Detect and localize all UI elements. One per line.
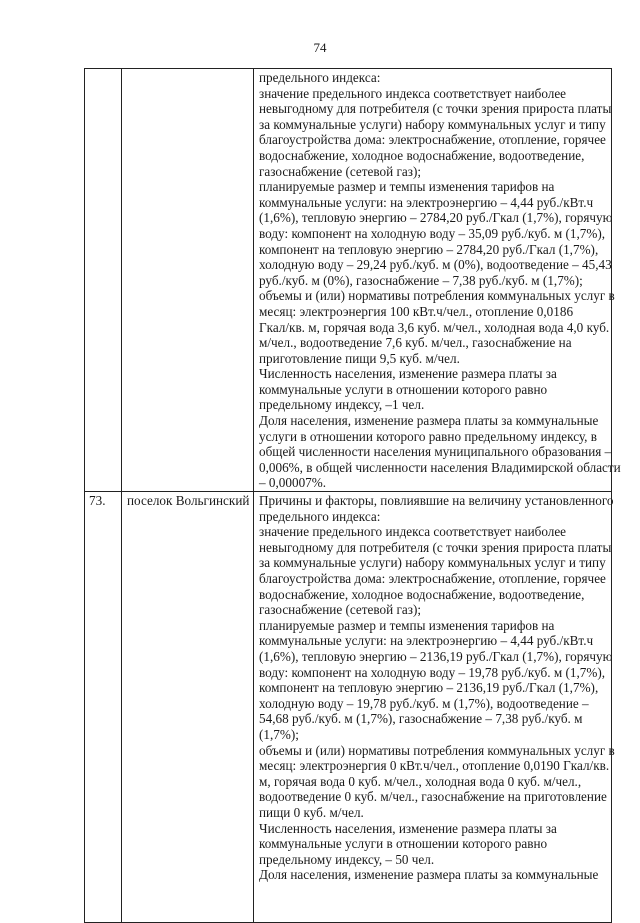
text-line: объемы и (или) нормативы потребления коммунальных услуг в <box>259 742 615 758</box>
text-line: коммунальные услуги в отношении которого равно <box>259 381 548 397</box>
text-line: Численность населения, изменение размера платы за <box>259 366 557 382</box>
text-line: 0,006%, в общей численности населения Владимирской области <box>259 459 621 475</box>
text-line: Доля населения, изменение размера платы за коммунальные <box>259 867 599 883</box>
text-line: планируемые размер и темпы изменения тарифов на <box>259 179 555 195</box>
text-line: (1,7%); <box>259 726 299 742</box>
table-row <box>85 492 612 923</box>
text-line: коммунальные услуги: на электроэнергию – 4,44 руб./кВт.ч <box>259 633 594 649</box>
text-line: месяц: электроэнергия 0 кВт.ч/чел., отопление 0,0190 Гкал/кв. <box>259 758 610 774</box>
text-line: благоустройства дома: электроснабжение, отопление, горячее <box>259 132 606 148</box>
text-line: м/чел., водоотведение 7,6 куб. м/чел., газоснабжение на <box>259 335 572 351</box>
text-line: планируемые размер и темпы изменения тарифов на <box>259 617 555 633</box>
row-number: 73. <box>85 492 122 923</box>
row-description <box>254 69 621 492</box>
text-line: газоснабжение (сетевой газ); <box>259 602 422 618</box>
text-line: компонент на тепловую энергию – 2784,20 руб./Гкал (1,7%), <box>259 241 599 257</box>
text-line: невыгодному для потребителя (с точки зрения прироста платы <box>259 539 612 555</box>
text-line: – 0,00007%. <box>259 475 327 491</box>
settlement-name <box>122 69 254 492</box>
text-line: предельного индекса: <box>259 508 381 524</box>
text-line: газоснабжение (сетевой газ); <box>259 163 422 179</box>
text-line: Гкал/кв. м, горячая вода 3,6 куб. м/чел., холодная вода 4,0 куб. <box>259 319 610 335</box>
text-line: воду: компонент на холодную воду – 35,09 руб./куб. м (1,7%), <box>259 225 606 241</box>
row-number <box>85 69 122 492</box>
text-line: благоустройства дома: электроснабжение, отопление, горячее <box>259 571 606 586</box>
text-line: предельного индекса: <box>259 70 381 85</box>
text-line: приготовление пищи 9,5 куб. м/чел. <box>259 350 460 366</box>
text-line: холодную воду – 29,24 руб./куб. м (0%), водоотведение – 45,43 <box>259 257 612 273</box>
text-line: предельному индексу, – 50 чел. <box>259 851 435 867</box>
text-line: 54,68 руб./куб. м (1,7%), газоснабжение – 7,38 руб./куб. м <box>259 711 583 727</box>
text-line: холодную воду – 19,78 руб./куб. м (1,7%), водоотведение – <box>259 695 589 711</box>
text-line: коммунальные услуги: на электроэнергию – 4,44 руб./кВт.ч <box>259 194 594 210</box>
text-line: (1,6%), тепловую энергию – 2784,20 руб./Гкал (1,7%), горячую <box>259 210 613 226</box>
table-row <box>85 69 612 492</box>
text-line: значение предельного индекса соответствует наиболее <box>259 524 567 540</box>
text-line: за коммунальные услуги) набору коммунальных услуг и типу <box>259 555 606 571</box>
text-line: месяц: электроэнергия 100 кВт.ч/чел., отопление 0,0186 <box>259 303 574 319</box>
text-line: услуги в отношении которого равно предельному индексу, в <box>259 428 597 444</box>
text-line: невыгодному для потребителя (с точки зрения прироста платы <box>259 101 612 117</box>
text-line: (1,6%), тепловую энергию – 2136,19 руб./Гкал (1,7%), горячую <box>259 648 613 664</box>
text-line: общей численности населения муниципального образования – <box>259 444 612 460</box>
text-line: объемы и (или) нормативы потребления коммунальных услуг в <box>259 288 615 304</box>
text-line: м, горячая вода 0 куб. м/чел., холодная вода 0 куб. м/чел., <box>259 773 582 789</box>
text-line: коммунальные услуги в отношении которого равно <box>259 836 548 852</box>
text-line: предельному индексу, –1 чел. <box>259 397 425 413</box>
page-number: 74 <box>313 40 327 55</box>
row-description <box>254 492 615 923</box>
text-line: пищи 0 куб. м/чел. <box>259 804 364 820</box>
text-line: водоотведение 0 куб. м/чел., газоснабжение на приготовление <box>259 789 607 805</box>
text-line: Доля населения, изменение размера платы за коммунальные <box>259 413 599 429</box>
text-line: Численность населения, изменение размера платы за <box>259 820 557 836</box>
text-line: водоснабжение, холодное водоснабжение, водоотведение, <box>259 586 585 602</box>
text-line: Причины и факторы, повлиявшие на величину установленного <box>259 493 614 509</box>
settlement-name: поселок Вольгинский <box>122 492 254 923</box>
text-line: значение предельного индекса соответствует наиболее <box>259 85 567 101</box>
text-line: компонент на тепловую энергию – 2136,19 руб./Гкал (1,7%), <box>259 680 599 696</box>
data-table <box>84 68 621 923</box>
text-line: воду: компонент на холодную воду – 19,78 руб./куб. м (1,7%), <box>259 664 606 680</box>
text-line: руб./куб. м (0%), газоснабжение – 7,38 руб./куб. м (1,7%); <box>259 272 583 288</box>
text-line: за коммунальные услуги) набору коммунальных услуг и типу <box>259 116 606 132</box>
text-line: водоснабжение, холодное водоснабжение, водоотведение, <box>259 147 585 163</box>
